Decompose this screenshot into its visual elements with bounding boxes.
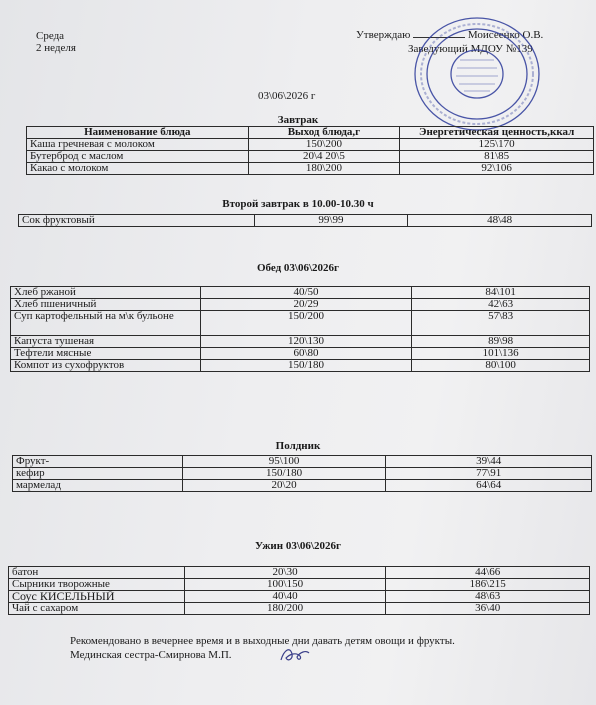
dish-energy: 64\64 <box>386 480 592 492</box>
recommendation-text: Рекомендовано в вечернее время и в выходные дни давать детям овощи и фрукты. <box>70 635 455 647</box>
table-row <box>11 311 590 336</box>
dish-energy: 125\170 <box>400 139 594 151</box>
col-header-yield: Выход блюда,г <box>248 127 400 139</box>
dish-energy: 92\106 <box>400 163 594 175</box>
dish-yield: 40\40 <box>184 591 386 603</box>
dish-yield: 60\80 <box>200 348 412 360</box>
handwritten-signature <box>278 644 312 666</box>
header-left <box>36 30 76 54</box>
table-header-row <box>27 127 594 139</box>
dish-yield: 150/180 <box>182 468 386 480</box>
dish-name: Бутерброд с маслом <box>27 151 249 163</box>
dish-yield: 120\130 <box>200 336 412 348</box>
nurse-signature-line: Мединская сестра-Смирнова М.П. <box>70 649 232 661</box>
table-row <box>11 336 590 348</box>
dish-energy: 42\63 <box>412 299 590 311</box>
table-row <box>27 151 594 163</box>
col-header-name: Наименование блюда <box>27 127 249 139</box>
dish-yield: 20\20 <box>182 480 386 492</box>
dish-name: Фрукт- <box>13 456 183 468</box>
dish-energy: 81\85 <box>400 151 594 163</box>
table-row <box>19 215 592 227</box>
dish-name: кефир <box>13 468 183 480</box>
approve-label: Утверждаю <box>356 29 411 41</box>
dish-name: батон <box>9 567 185 579</box>
breakfast-table <box>26 126 594 175</box>
dish-yield: 40/50 <box>200 287 412 299</box>
second-breakfast-table <box>18 214 592 227</box>
dish-energy: 77\91 <box>386 468 592 480</box>
dish-name: Сок фруктовый <box>19 215 255 227</box>
approver-position: Заведующий МДОУ №139 <box>408 43 533 55</box>
dish-energy: 101\136 <box>412 348 590 360</box>
dish-name: Хлеб пшеничный <box>11 299 201 311</box>
week-number: 2 неделя <box>36 42 76 54</box>
dish-name: Какао с молоком <box>27 163 249 175</box>
dish-yield: 100\150 <box>184 579 386 591</box>
dish-name: Тефтели мясные <box>11 348 201 360</box>
dish-energy: 44\66 <box>386 567 590 579</box>
table-row <box>11 348 590 360</box>
dish-name: мармелад <box>13 480 183 492</box>
dish-name: Компот из сухофруктов <box>11 360 201 372</box>
dish-name: Соус КИСЕЛЬНЫЙ <box>9 591 185 603</box>
table-row <box>9 603 590 615</box>
breakfast-title: Завтрак <box>277 114 319 126</box>
table-row <box>9 591 590 603</box>
table-row <box>11 360 590 372</box>
dish-energy: 84\101 <box>412 287 590 299</box>
dish-energy: 80\100 <box>412 360 590 372</box>
table-row <box>13 480 592 492</box>
dish-name: Капуста тушеная <box>11 336 201 348</box>
dish-yield: 20\30 <box>184 567 386 579</box>
dish-energy: 39\44 <box>386 456 592 468</box>
dish-energy: 57\83 <box>412 311 590 336</box>
dinner-title: Ужин 03\06\2026г <box>255 540 341 552</box>
menu-date: 03\06\2026 г <box>258 90 316 102</box>
dish-yield: 150\200 <box>248 139 400 151</box>
dish-name: Сырники творожные <box>9 579 185 591</box>
dish-name: Хлеб ржаной <box>11 287 201 299</box>
table-row <box>27 163 594 175</box>
dish-name: Каша гречневая с молоком <box>27 139 249 151</box>
dish-name: Суп картофельный на м\к бульоне <box>11 311 201 336</box>
table-row <box>11 287 590 299</box>
dish-yield: 95\100 <box>182 456 386 468</box>
dish-energy: 48\63 <box>386 591 590 603</box>
footer <box>70 634 455 662</box>
dish-yield: 150/200 <box>200 311 412 336</box>
snack-title: Полдник <box>275 440 321 452</box>
table-row <box>13 456 592 468</box>
lunch-title: Обед 03\06\2026г <box>256 262 340 274</box>
dish-energy: 89\98 <box>412 336 590 348</box>
dish-yield: 150/180 <box>200 360 412 372</box>
approver-name: Моисеенко О.В. <box>467 29 544 41</box>
snack-table <box>12 455 592 492</box>
dish-name: Чай с сахаром <box>9 603 185 615</box>
table-row <box>13 468 592 480</box>
table-row <box>11 299 590 311</box>
dish-energy: 186\215 <box>386 579 590 591</box>
dish-energy: 48\48 <box>408 215 592 227</box>
lunch-table <box>10 286 590 372</box>
col-header-energy: Энергетическая ценность,ккал <box>400 127 594 139</box>
second-breakfast-title: Второй завтрак в 10.00-10.30 ч <box>222 198 374 210</box>
dish-yield: 20/29 <box>200 299 412 311</box>
dish-yield: 20\4 20\5 <box>248 151 400 163</box>
table-row <box>27 139 594 151</box>
dinner-table <box>8 566 590 615</box>
dish-yield: 99\99 <box>254 215 408 227</box>
weekday: Среда <box>36 30 65 42</box>
dish-yield: 180\200 <box>248 163 400 175</box>
dish-energy: 36\40 <box>386 603 590 615</box>
table-row <box>9 567 590 579</box>
dish-yield: 180/200 <box>184 603 386 615</box>
